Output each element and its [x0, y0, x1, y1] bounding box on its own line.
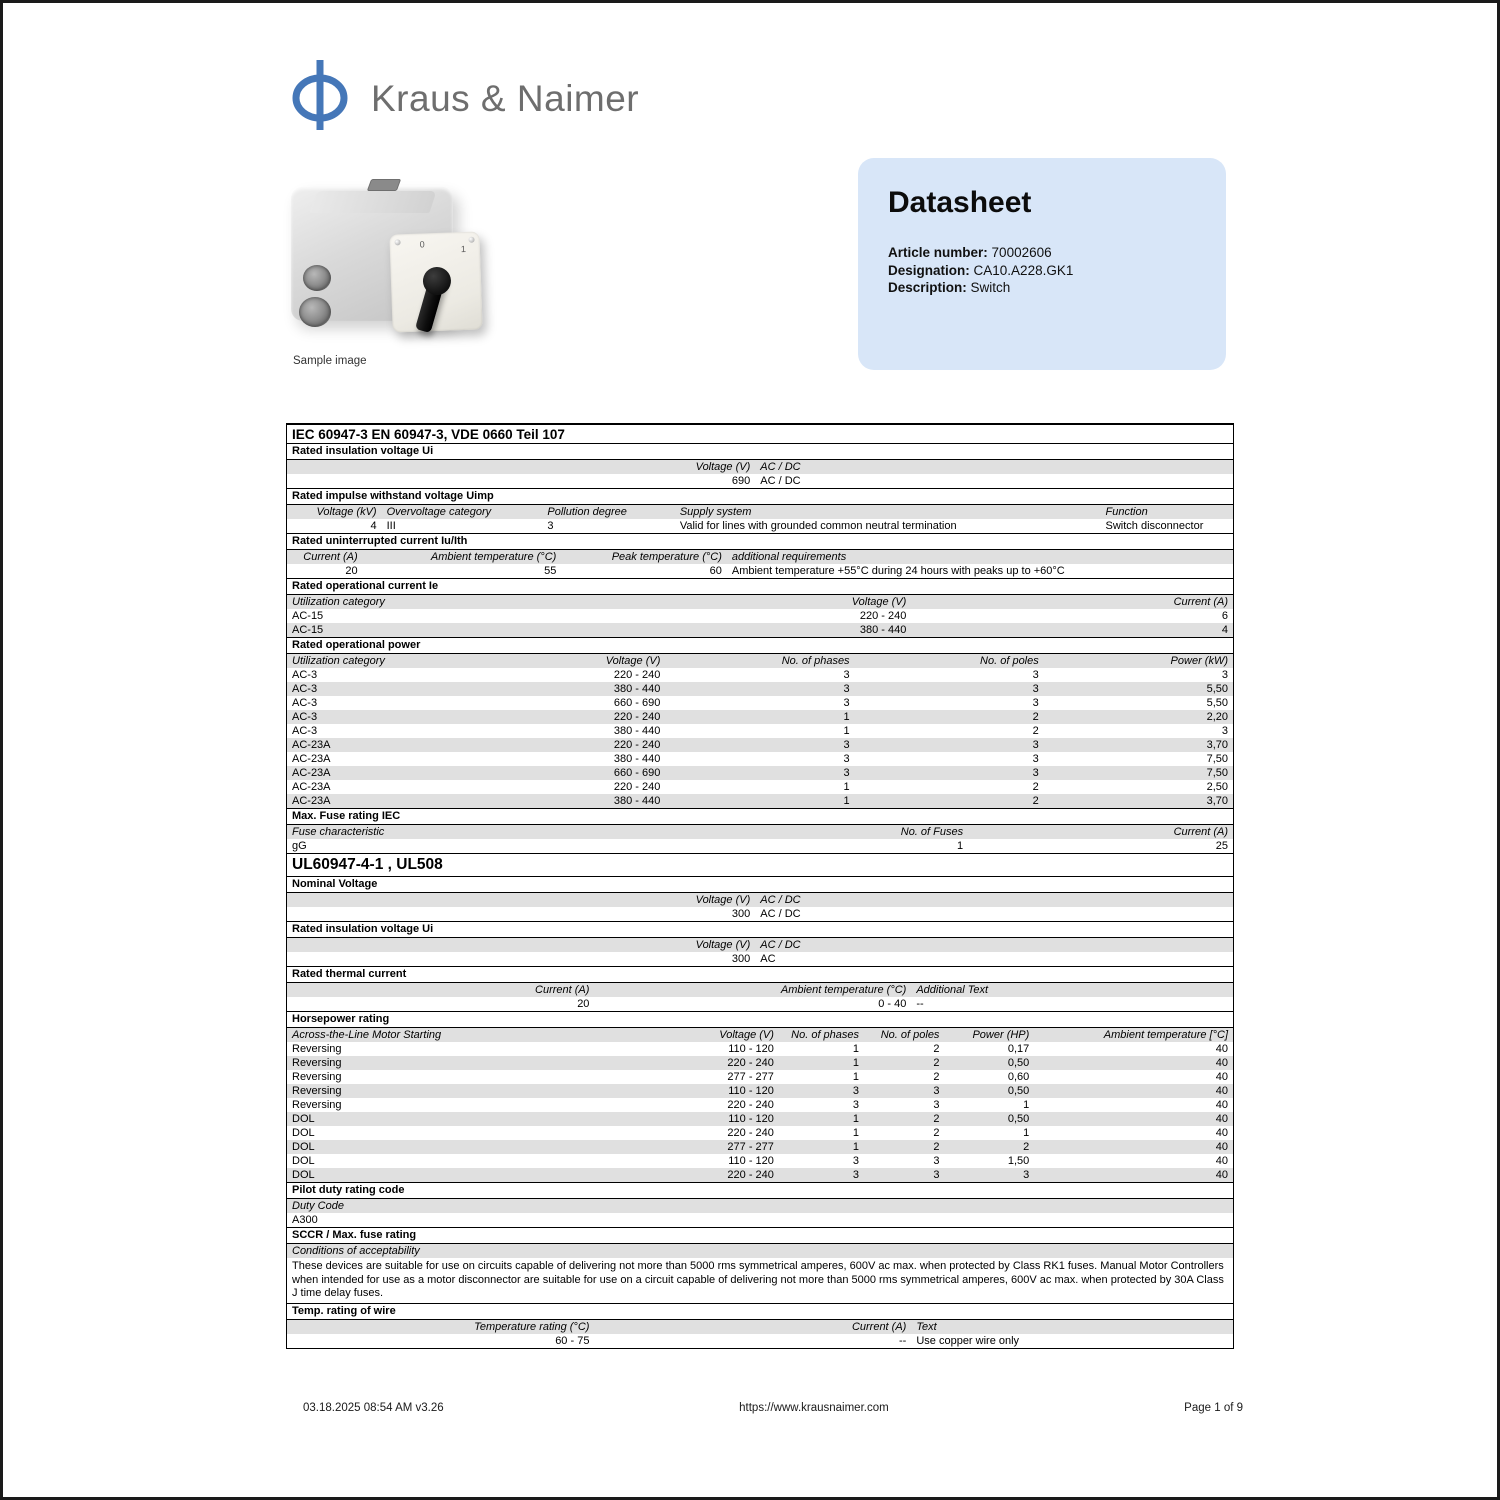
table-cell: 0,60 — [1007, 1071, 1030, 1083]
column-header-cell: No. of poles — [880, 1029, 940, 1041]
table-cell: 3 — [843, 739, 850, 751]
column-header-cell: Overvoltage category — [386, 506, 492, 518]
column-header-cell: Voltage (V) — [695, 894, 751, 906]
table-row — [287, 952, 1233, 966]
table-cell: 660 - 690 — [613, 697, 661, 709]
table-cell: A300 — [292, 1214, 318, 1226]
table-cell: 4 — [370, 520, 377, 532]
cable-gland — [299, 297, 331, 327]
column-header-cell: AC / DC — [760, 939, 801, 951]
table-cell: 220 - 240 — [859, 610, 907, 622]
table-cell: AC-23A — [292, 795, 331, 807]
column-header-cell: Additional Text — [916, 984, 989, 996]
section-header: Max. Fuse rating IEC — [287, 808, 1233, 824]
table-cell: 277 - 277 — [727, 1141, 774, 1153]
table-cell: 2,50 — [1206, 781, 1228, 793]
table-row — [287, 1168, 1233, 1182]
table-cell: -- — [916, 998, 924, 1010]
section-header: Nominal Voltage — [287, 876, 1233, 892]
table-cell: 2 — [933, 1141, 940, 1153]
table-row — [287, 766, 1233, 780]
table-cell: 0,50 — [1007, 1057, 1030, 1069]
table-cell: 300 — [731, 908, 751, 920]
column-header-cell: Conditions of acceptability — [292, 1245, 420, 1257]
table-cell: 5,50 — [1206, 683, 1228, 695]
table-cell: 40 — [1215, 1085, 1228, 1097]
column-header-cell: Current (A) — [303, 551, 358, 563]
table-row — [287, 1140, 1233, 1154]
table-row — [287, 609, 1233, 623]
column-header-cell: Current (A) — [1173, 596, 1228, 608]
table-cell: Switch disconnector — [1105, 520, 1204, 532]
table-cell: 60 - 75 — [555, 1334, 590, 1347]
column-header-cell: Temperature rating (°C) — [474, 1320, 590, 1333]
table-cell: 3 — [843, 697, 850, 709]
column-header-cell: Fuse characteristic — [292, 826, 385, 838]
table-cell: AC-3 — [292, 711, 318, 723]
table-cell: -- — [899, 1334, 907, 1347]
column-header-cell: Utilization category — [292, 655, 385, 667]
table-cell: 3 — [1023, 1169, 1030, 1181]
column-header-cell: Pollution degree — [547, 506, 627, 518]
table-cell: 300 — [731, 953, 751, 965]
table-cell: 1 — [843, 781, 850, 793]
column-header-cell: Power (HP) — [972, 1029, 1030, 1041]
table-cell: 220 - 240 — [727, 1127, 774, 1139]
column-header-cell: No. of phases — [791, 1029, 860, 1041]
column-header-row — [287, 892, 1233, 907]
section-header: Temp. rating of wire — [287, 1303, 1233, 1319]
table-row — [287, 1042, 1233, 1056]
table-cell: 2 — [1032, 781, 1039, 793]
designation-value: CA10.A228.GK1 — [973, 262, 1074, 278]
table-cell: 380 - 440 — [613, 683, 661, 695]
table-cell: 220 - 240 — [613, 711, 661, 723]
column-header-cell: Ambient temperature (°C) — [780, 984, 907, 996]
table-row — [287, 1334, 1233, 1348]
table-cell: 2 — [933, 1127, 940, 1139]
table-row — [287, 1213, 1233, 1227]
table-cell: DOL — [292, 1155, 315, 1167]
table-cell: 1 — [852, 1141, 860, 1153]
table-cell: Reversing — [292, 1043, 342, 1055]
brand-logo — [291, 59, 639, 131]
table-cell: 40 — [1215, 1113, 1228, 1125]
table-cell: 5,50 — [1206, 697, 1228, 709]
table-cell: 3 — [1221, 725, 1228, 737]
table-cell: 220 - 240 — [727, 1099, 774, 1111]
table-cell: AC-23A — [292, 767, 331, 779]
section-header: SCCR / Max. fuse rating — [287, 1227, 1233, 1243]
table-cell: 0,50 — [1007, 1113, 1030, 1125]
column-header-cell: No. of poles — [980, 655, 1039, 667]
table-cell: 380 - 440 — [613, 795, 661, 807]
table-cell: 380 - 440 — [613, 725, 661, 737]
table-cell: AC-23A — [292, 753, 331, 765]
column-header-cell: No. of phases — [781, 655, 850, 667]
designation-field — [888, 262, 1196, 280]
table-cell: III — [386, 520, 396, 532]
article-number-label: Article number: — [888, 245, 988, 260]
position-mark-1: 1 — [460, 243, 467, 255]
screw — [468, 237, 474, 243]
table-cell: 3 — [1032, 767, 1039, 779]
datasheet-info-box — [858, 158, 1226, 370]
table-cell: AC / DC — [760, 908, 801, 920]
table-cell: Reversing — [292, 1071, 342, 1083]
column-header-row — [287, 1243, 1233, 1258]
table-cell: 0,17 — [1007, 1043, 1030, 1055]
table-row — [287, 1098, 1233, 1112]
section-header: Horsepower rating — [287, 1011, 1233, 1027]
table-row — [287, 623, 1233, 637]
column-header-cell: No. of Fuses — [900, 826, 964, 838]
table-row — [287, 738, 1233, 752]
table-cell: 40 — [1215, 1099, 1228, 1111]
description-field — [888, 279, 1196, 297]
column-header-cell: Ambient temperature [°C] — [1103, 1029, 1228, 1041]
column-header-cell: Duty Code — [292, 1200, 344, 1212]
table-cell: 220 - 240 — [727, 1169, 774, 1181]
table-cell: 40 — [1215, 1155, 1228, 1167]
column-header-row — [287, 594, 1233, 609]
table-cell: 660 - 690 — [613, 767, 661, 779]
table-cell: 0,50 — [1007, 1085, 1030, 1097]
table-cell: 220 - 240 — [613, 669, 661, 681]
table-cell: 2 — [1032, 711, 1039, 723]
conditions-text: These devices are suitable for use on circuits capable of delivering not more than 5000 rms symmetrical amperes, 600V ac max. when protected by Class RK1 fuses. Manual Motor Controllers when intended for use as a motor disconnector are suitable for use on a circuit capable of delivering not more than 5000 rms symmetrical amperes, 600V ac max. when protected by 30A Class J time delay fuses. — [292, 1260, 1224, 1299]
description-value: Switch — [970, 280, 1011, 295]
section-header: Rated insulation voltage Ui — [287, 443, 1233, 459]
table-row — [287, 519, 1233, 533]
table-cell: 1 — [843, 795, 850, 807]
table-cell: 20 — [577, 998, 590, 1010]
table-cell: 3 — [933, 1155, 940, 1167]
table-title: UL60947-4-1 , UL508 — [287, 853, 1233, 876]
table-row — [287, 474, 1233, 488]
column-header-row — [287, 459, 1233, 474]
table-cell: 3 — [1032, 669, 1039, 681]
footer-page-number: Page 1 of 9 — [1184, 1402, 1243, 1414]
table-cell: 690 — [731, 475, 751, 487]
table-cell: 2 — [933, 1057, 940, 1069]
footer-url-link[interactable]: https://www.krausnaimer.com — [739, 1402, 889, 1414]
table-cell: AC-3 — [292, 683, 318, 695]
table-cell: 40 — [1215, 1071, 1228, 1083]
section-header: Rated operational power — [287, 637, 1233, 653]
column-header-cell: Text — [916, 1320, 937, 1333]
table-title: IEC 60947-3 EN 60947-3, VDE 0660 Teil 107 — [287, 424, 1233, 443]
table-cell: 277 - 277 — [727, 1071, 774, 1083]
column-header-row — [287, 982, 1233, 997]
table-row — [287, 1084, 1233, 1098]
table-cell: 6 — [1221, 610, 1228, 622]
table-row — [287, 710, 1233, 724]
table-cell: 1 — [852, 1113, 860, 1125]
table-cell: DOL — [292, 1141, 315, 1153]
enclosure-top-face — [309, 191, 436, 213]
table-cell: 110 - 120 — [728, 1113, 774, 1125]
table-cell: 3,70 — [1206, 739, 1228, 751]
column-header-row — [287, 653, 1233, 668]
table-cell: 380 - 440 — [859, 624, 907, 636]
table-cell: 4 — [1221, 624, 1228, 636]
screw — [394, 239, 400, 245]
column-header-cell: Voltage (V) — [851, 596, 907, 608]
table-cell: 40 — [1215, 1169, 1228, 1181]
table-cell: 1 — [843, 725, 850, 737]
table-cell: 2 — [1032, 725, 1039, 737]
page-footer — [303, 1402, 1243, 1414]
table-row — [287, 1112, 1233, 1126]
table-cell: 220 - 240 — [727, 1057, 774, 1069]
footer-generated-timestamp: 03.18.2025 08:54 AM v3.26 — [303, 1402, 444, 1414]
table-cell: 40 — [1215, 1057, 1228, 1069]
column-header-cell: Function — [1105, 506, 1148, 518]
column-header-cell: Supply system — [679, 506, 752, 518]
table-row — [287, 1126, 1233, 1140]
table-cell: 1 — [852, 1071, 860, 1083]
table-cell: 3 — [1221, 669, 1228, 681]
table-cell: 1 — [852, 1127, 860, 1139]
column-header-row — [287, 937, 1233, 952]
table-cell: AC-15 — [292, 624, 324, 636]
column-header-cell: Voltage (V) — [605, 655, 661, 667]
column-header-row — [287, 504, 1233, 519]
table-cell: 1 — [852, 1057, 860, 1069]
cable-gland — [303, 265, 331, 291]
table-cell: Reversing — [292, 1085, 342, 1097]
table-cell: 3 — [843, 767, 850, 779]
table-row — [287, 907, 1233, 921]
table-cell: 2,20 — [1206, 711, 1228, 723]
table-cell: 2 — [933, 1043, 940, 1055]
table-row — [287, 1070, 1233, 1084]
table-cell: 2 — [933, 1071, 940, 1083]
table-cell: gG — [292, 840, 307, 852]
table-cell: 7,50 — [1206, 753, 1228, 765]
article-number-value: 70002606 — [991, 245, 1052, 260]
table-cell: DOL — [292, 1169, 315, 1181]
table-cell: Ambient temperature +55°C during 24 hours with peaks up to +60°C — [731, 565, 1065, 577]
table-cell: Reversing — [292, 1099, 342, 1111]
table-cell: AC-23A — [292, 739, 331, 751]
enclosure-label — [367, 179, 401, 191]
table-row — [287, 682, 1233, 696]
table-cell: DOL — [292, 1127, 315, 1139]
table-cell: AC-3 — [292, 697, 318, 709]
table-cell: 3 — [843, 683, 850, 695]
table-cell: AC — [760, 953, 776, 965]
column-header-cell: Utilization category — [292, 596, 385, 608]
designation-label: Designation: — [888, 262, 970, 278]
table-cell: 3 — [852, 1099, 860, 1111]
table-cell: AC / DC — [760, 475, 801, 487]
column-header-cell: Voltage (kV) — [316, 506, 377, 518]
table-cell: 2 — [1032, 795, 1039, 807]
column-header-cell: AC / DC — [760, 461, 801, 473]
section-header: Rated uninterrupted current Iu/Ith — [287, 533, 1233, 549]
table-row — [287, 780, 1233, 794]
table-cell: Reversing — [292, 1057, 342, 1069]
table-cell: 3 — [843, 669, 850, 681]
table-cell: Valid for lines with grounded common neutral termination — [679, 520, 957, 532]
column-header-cell: additional requirements — [731, 551, 847, 563]
table-row — [287, 696, 1233, 710]
brand-name: Kraus & Naimer — [371, 77, 640, 119]
table-cell: 3 — [852, 1169, 860, 1181]
table-cell: Use copper wire only — [916, 1334, 1020, 1347]
table-cell: AC-3 — [292, 725, 318, 737]
table-cell: 220 - 240 — [613, 739, 661, 751]
table-cell: 1 — [852, 1043, 860, 1055]
phi-logo-icon — [291, 59, 349, 131]
section-header: Rated insulation voltage Ui — [287, 921, 1233, 937]
table-row — [287, 752, 1233, 766]
table-cell: 55 — [544, 565, 557, 577]
table-cell: 1 — [1023, 1099, 1030, 1111]
column-header-cell: Current (A) — [851, 1320, 907, 1333]
column-header-row — [287, 824, 1233, 839]
column-header-cell: Voltage (V) — [719, 1029, 774, 1041]
column-header-cell: Peak temperature (°C) — [611, 551, 722, 563]
section-header: Rated impulse withstand voltage Uimp — [287, 488, 1233, 504]
table-cell: 7,50 — [1206, 767, 1228, 779]
table-cell: 40 — [1215, 1043, 1228, 1055]
table-cell: 3 — [547, 520, 554, 532]
switch-faceplate — [389, 231, 482, 332]
table-cell: AC-23A — [292, 781, 331, 793]
table-cell: 3 — [852, 1085, 860, 1097]
table-cell: 3,70 — [1206, 795, 1228, 807]
table-cell: 3 — [852, 1155, 860, 1167]
column-header-cell: Current (A) — [535, 984, 590, 996]
column-header-cell: Power (kW) — [1170, 655, 1228, 667]
table-row — [287, 839, 1233, 853]
table-cell: 380 - 440 — [613, 753, 661, 765]
column-header-cell: Across-the-Line Motor Starting — [292, 1029, 442, 1041]
column-header-cell: Voltage (V) — [695, 939, 751, 951]
sample-image-caption: Sample image — [293, 355, 367, 367]
table-cell: 3 — [1032, 753, 1039, 765]
table-cell: 3 — [1032, 683, 1039, 695]
table-cell: 0 - 40 — [878, 998, 907, 1010]
column-header-row — [287, 1319, 1233, 1334]
column-header-row — [287, 1027, 1233, 1042]
column-header-cell: AC / DC — [760, 894, 801, 906]
column-header-cell: Voltage (V) — [695, 461, 751, 473]
table-cell: 25 — [1215, 840, 1228, 852]
section-header: Rated operational current Ie — [287, 578, 1233, 594]
table-cell: 40 — [1215, 1141, 1228, 1153]
product-image — [289, 171, 489, 353]
rotary-knob-hub — [422, 266, 451, 295]
table-cell: 3 — [843, 753, 850, 765]
column-header-cell: Ambient temperature (°C) — [430, 551, 557, 563]
table-cell: 3 — [1032, 739, 1039, 751]
table-cell: AC-3 — [292, 669, 318, 681]
table-cell: 2 — [933, 1113, 940, 1125]
table-cell: 110 - 120 — [728, 1043, 774, 1055]
table-cell: 3 — [1032, 697, 1039, 709]
table-cell: AC-15 — [292, 610, 324, 622]
table-cell: DOL — [292, 1113, 315, 1125]
table-cell: 1 — [843, 711, 850, 723]
column-header-row — [287, 1198, 1233, 1213]
table-cell: 3 — [933, 1085, 940, 1097]
table-cell: 110 - 120 — [728, 1085, 774, 1097]
table-row — [287, 997, 1233, 1011]
table-cell: 20 — [345, 565, 358, 577]
table-cell: 110 - 120 — [728, 1155, 774, 1167]
table-row — [287, 724, 1233, 738]
table-row — [287, 1154, 1233, 1168]
table-cell: 3 — [933, 1169, 940, 1181]
table-cell: 1,50 — [1007, 1155, 1030, 1167]
table-row — [287, 564, 1233, 578]
table-cell: 3 — [933, 1099, 940, 1111]
column-header-cell: Current (A) — [1173, 826, 1228, 838]
article-number-field — [888, 244, 1196, 262]
table-row — [287, 794, 1233, 808]
position-mark-0: 0 — [419, 239, 425, 250]
section-header: Pilot duty rating code — [287, 1182, 1233, 1198]
table-cell: 2 — [1023, 1141, 1030, 1153]
table-cell: 220 - 240 — [613, 781, 661, 793]
description-label: Description: — [888, 280, 967, 295]
table-cell: 1 — [956, 840, 964, 852]
table-cell: 1 — [1023, 1127, 1030, 1139]
column-header-row — [287, 549, 1233, 564]
table-row — [287, 668, 1233, 682]
table-cell: 60 — [709, 565, 722, 577]
table-row — [287, 1056, 1233, 1070]
datasheet-title: Datasheet — [888, 186, 1032, 219]
spec-table — [286, 423, 1234, 1349]
table-cell: 40 — [1215, 1127, 1228, 1139]
section-header: Rated thermal current — [287, 966, 1233, 982]
